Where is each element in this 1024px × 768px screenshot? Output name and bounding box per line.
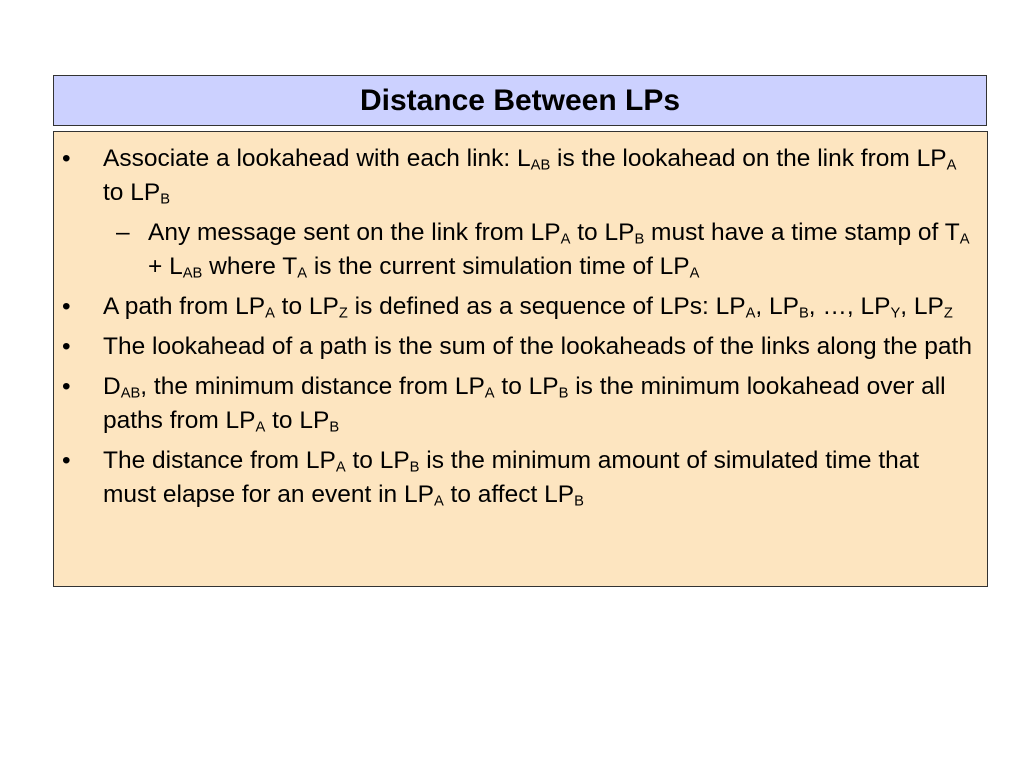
subscript: A: [959, 231, 970, 248]
subscript: A: [297, 265, 308, 282]
bullet-marker: •: [62, 447, 71, 474]
bullet-marker: •: [62, 145, 71, 172]
subscript: A: [560, 231, 571, 248]
subscript: AB: [182, 265, 203, 282]
text-run: is the minimum amount of simulated time that must elapse for an event in LP: [103, 447, 920, 508]
text-run: , LP: [900, 293, 944, 320]
slide-title-box: [53, 75, 987, 126]
text-run: , the minimum distance from LP: [140, 373, 485, 400]
bullet-marker: •: [62, 293, 71, 320]
subscript: A: [484, 385, 495, 402]
subscript: AB: [530, 157, 551, 174]
subscript: B: [409, 459, 420, 476]
sub-bullet-item: [54, 216, 987, 284]
bullet-item: [54, 330, 987, 364]
bullet-item: [54, 370, 987, 438]
subscript: A: [433, 493, 444, 510]
bullet-marker: •: [62, 333, 71, 360]
bullet-text: [103, 447, 919, 508]
text-run: D: [103, 373, 121, 400]
subscript: A: [265, 305, 275, 322]
text-run: A path from LP: [103, 293, 266, 320]
bullet-marker: •: [62, 373, 71, 400]
subscript: B: [329, 419, 340, 436]
text-run: is the minimum lookahead over all paths from LP: [103, 373, 946, 434]
dash-marker: –: [116, 219, 130, 246]
subscript: A: [689, 265, 700, 282]
subscript: Z: [338, 305, 348, 322]
text-run: Any message sent on the link from LP: [148, 219, 561, 246]
text-run: Associate a lookahead with each link: L: [103, 145, 531, 172]
text-run: + L: [148, 253, 183, 280]
subscript: Y: [890, 305, 901, 322]
subscript: A: [335, 459, 346, 476]
text-run: must have a time stamp of T: [644, 219, 960, 246]
text-run: is the current simulation time of LP: [307, 253, 690, 280]
bullet-text: [103, 373, 946, 434]
bullet-item: [54, 290, 987, 324]
subscript: A: [745, 305, 756, 322]
text-run: where T: [202, 253, 298, 280]
text-run: , LP: [755, 293, 799, 320]
text-run: , …, LP: [808, 293, 891, 320]
bullet-item: [54, 444, 987, 512]
bullet-text: [103, 293, 953, 320]
text-run: The distance from LP: [103, 447, 336, 474]
bullet-text: [103, 145, 956, 206]
text-run: to LP: [494, 373, 559, 400]
text-run: The lookahead of a path is the sum of the lookaheads of the links along the path: [103, 333, 972, 360]
text-run: is defined as a sequence of LPs: LP: [347, 293, 746, 320]
subscript: AB: [120, 385, 141, 402]
text-run: to affect LP: [443, 481, 575, 508]
text-run: to LP: [103, 179, 161, 206]
subscript: B: [574, 493, 584, 510]
text-run: to LP: [570, 219, 635, 246]
text-run: to LP: [265, 407, 330, 434]
subscript: B: [160, 191, 171, 208]
text-run: to LP: [274, 293, 339, 320]
slide-content-box: [53, 131, 988, 587]
slide-title: Distance Between LPs: [359, 83, 681, 117]
subscript: Z: [943, 305, 953, 322]
subscript: B: [798, 305, 809, 322]
subscript: A: [255, 419, 266, 436]
bullet-text: [103, 333, 972, 360]
subscript: B: [558, 385, 569, 402]
subscript: B: [634, 231, 645, 248]
subscript: A: [946, 157, 957, 174]
bullet-text: [148, 219, 969, 280]
bullet-list: [54, 142, 987, 518]
text-run: to LP: [345, 447, 410, 474]
text-run: is the lookahead on the link from LP: [550, 145, 947, 172]
bullet-item: [54, 142, 987, 210]
